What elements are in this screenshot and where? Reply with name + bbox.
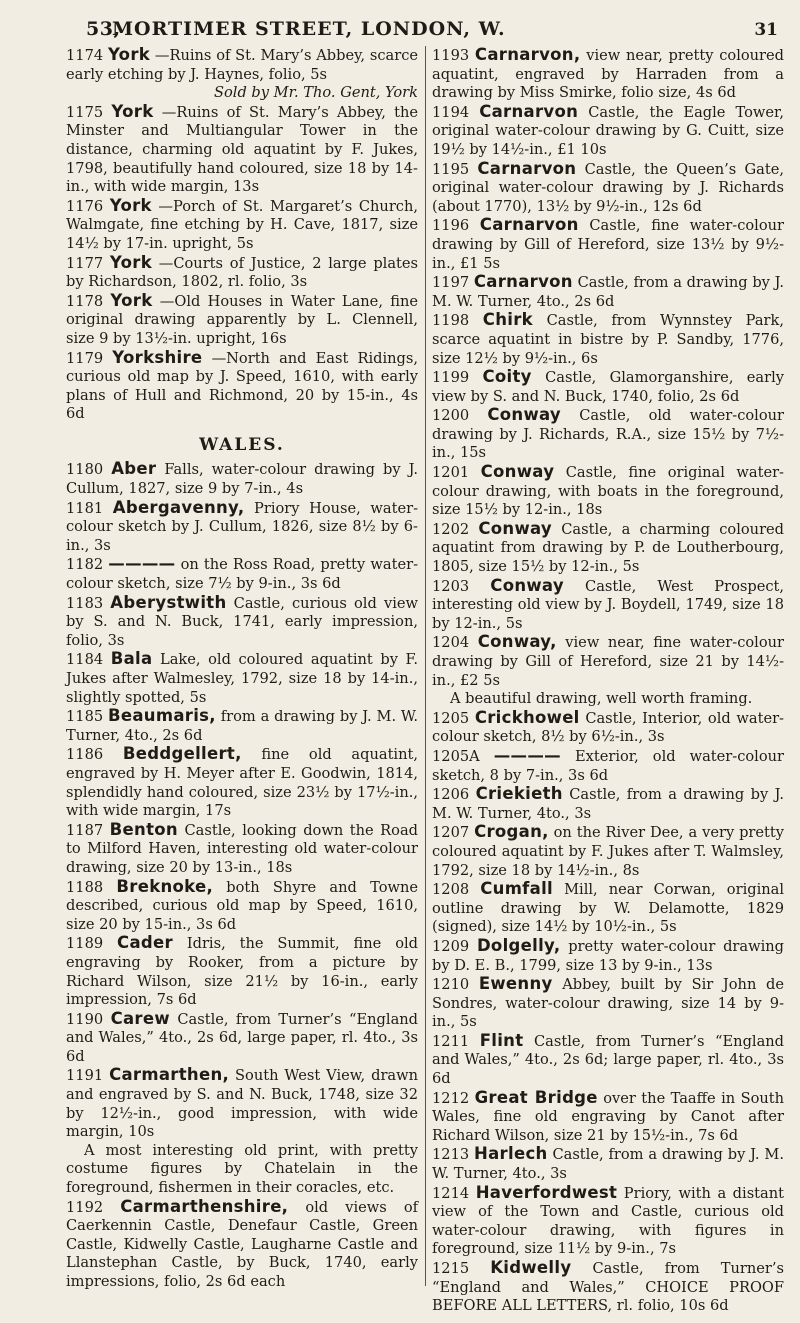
lot-number: 1214 xyxy=(432,1184,470,1202)
lot-description: on the Ross Road, pretty water-colour sketch, size 7½ by 9-in., 3s 6d xyxy=(66,556,418,593)
place-name: Conway xyxy=(487,405,561,425)
catalogue-entry xyxy=(66,594,418,651)
lot-description: Castle, Interior, old water-colour sketch, 8½ by 6½-in., 3s xyxy=(432,709,784,746)
lot-description: Exterior, old water-colour sketch, 8 by 7-in., 3s 6d xyxy=(432,747,785,784)
lot-number: 1193 xyxy=(432,47,470,64)
lot-description: Castle, from Turner’s “England and Wales,” 4to., 2s 6d; large paper, rl. 4to., 3s 6d xyxy=(432,1032,785,1088)
catalogue-entry xyxy=(432,216,784,273)
lot-note: A most interesting old print, with pretty costume figures by Chatelain in the foreground, fishermen in their coracles, etc. xyxy=(66,1141,418,1197)
lot-description: pretty water-colour drawing by D. E. B., 1799, size 13 by 9-in., 13s xyxy=(432,937,785,974)
catalogue-entry xyxy=(432,880,784,937)
lot-number: 1185 xyxy=(66,708,104,726)
lot-description: —Ruins of St. Mary’s Abbey, scarce early etching by J. Haynes, folio, 5s xyxy=(66,47,419,83)
lot-number: 1202 xyxy=(432,520,470,538)
place-name: ———— xyxy=(493,745,561,765)
lot-number: 1188 xyxy=(66,878,104,896)
catalogue-entry xyxy=(432,1089,784,1146)
place-name: Beaumaris, xyxy=(108,706,216,726)
lot-description: —Old Houses in Water Lane, fine original drawing apparently by L. Clennell, size 9 by 13½-in. upright, 16s xyxy=(66,292,418,347)
lot-number: 1191 xyxy=(66,1067,104,1085)
lot-description: South West View, drawn and engraved by S. and N. Buck, 1748, size 32 by 12½-in., good impression, with wide margin, 10s xyxy=(66,1067,419,1141)
lot-description: Castle, the Queen’s Gate, original water-colour drawing by J. Richards (about 1770), 13½ by 9½-in., 12s 6d xyxy=(432,160,785,215)
page-number-right: 31 xyxy=(754,20,778,40)
lot-description: Castle, looking down the Road to Milford Haven, interesting old water-colour drawing, size 20 by 13-in., 18s xyxy=(66,821,418,876)
catalogue-entry xyxy=(432,406,784,463)
lot-number: 1196 xyxy=(432,217,470,235)
catalogue-entry xyxy=(432,1259,784,1316)
catalogue-entry xyxy=(432,975,784,1032)
lot-number: 1198 xyxy=(432,312,470,330)
catalogue-entry xyxy=(432,103,784,160)
place-name: Criekieth xyxy=(475,784,563,804)
place-name: Harlech xyxy=(474,1144,548,1164)
lot-number: 1192 xyxy=(66,1198,104,1216)
place-name: Conway, xyxy=(477,632,557,652)
catalogue-entry xyxy=(432,1145,784,1183)
catalogue-entry xyxy=(432,1032,784,1089)
place-name: Crogan, xyxy=(474,822,549,842)
place-name: Conway xyxy=(480,462,555,482)
catalogue-entry xyxy=(432,160,784,217)
place-name: York xyxy=(109,195,152,215)
lot-description: view near, pretty coloured aquatint, engraved by Harraden from a drawing by Miss Smirke, folio size, 4s 6d xyxy=(432,47,785,102)
page-number-left: 53, xyxy=(86,18,121,40)
lot-description: Castle, from Wynnstey Park, scarce aquatint in bistre by P. Sandby, 1776, size 12½ by 9½-in., 6s xyxy=(432,312,784,367)
lot-description: Castle, Glamorganshire, early view by S. and N. Buck, 1740, folio, 2s 6d xyxy=(432,369,785,405)
entries-york xyxy=(66,46,418,424)
place-name: Crickhowel xyxy=(474,707,580,727)
catalogue-entry xyxy=(66,1066,418,1141)
catalogue-entry xyxy=(432,633,784,690)
place-name: Haverfordwest xyxy=(475,1182,618,1202)
catalogue-entry xyxy=(66,707,418,745)
lot-number: 1213 xyxy=(432,1146,470,1164)
catalogue-entry xyxy=(66,349,418,424)
place-name: ———— xyxy=(108,554,176,574)
place-name: Abergavenny, xyxy=(112,497,245,517)
place-name: Conway xyxy=(490,575,564,595)
catalogue-entry xyxy=(66,821,418,878)
lot-description: Abbey, built by Sir John de Sondres, water-colour drawing, size 14 by 9-in., 5s xyxy=(432,976,784,1031)
catalogue-entry xyxy=(432,823,784,880)
lot-number: 1179 xyxy=(66,349,104,367)
lot-number: 1175 xyxy=(66,103,104,121)
lot-number: 1187 xyxy=(66,821,104,839)
place-name: Dolgelly, xyxy=(476,935,561,955)
catalogue-entry xyxy=(66,1010,418,1067)
lot-description: Castle, from a drawing by J. M. W. Turner, 4to., 2s 6d xyxy=(432,274,785,310)
entries-wales xyxy=(66,460,418,1291)
catalogue-entry xyxy=(432,937,784,975)
lot-description: Lake, old coloured aquatint by F. Jukes after Walmesley, 1792, size 18 by 14-in., slightly spotted, 5s xyxy=(66,651,419,706)
lot-number: 1212 xyxy=(432,1089,470,1107)
lot-number: 1200 xyxy=(432,407,470,425)
lot-number: 1205A xyxy=(432,747,480,765)
place-name: York xyxy=(111,101,154,121)
place-name: York xyxy=(107,45,151,64)
left-column xyxy=(66,46,418,1292)
place-name: Cumfall xyxy=(480,879,554,899)
catalogue-entry xyxy=(432,577,784,634)
catalogue-entry xyxy=(66,934,418,1009)
lot-description: old views of Caerkennin Castle, Denefaur Castle, Green Castle, Kidwelly Castle, Laugharne Castle and Llanstephan Castle, by Buck, 1740, early impressions, folio, 2s 6d each xyxy=(66,1198,419,1290)
catalogue-entry xyxy=(66,1198,418,1292)
lot-number: 1176 xyxy=(66,197,104,215)
lot-note: Sold by Mr. Tho. Gent, York xyxy=(214,84,418,102)
lot-number: 1194 xyxy=(432,103,470,121)
place-name: Chirk xyxy=(482,310,533,330)
lot-description: from a drawing by J. M. W. Turner, 4to., 2s 6d xyxy=(66,708,419,744)
lot-number: 1204 xyxy=(432,634,470,652)
place-name: Breknoke, xyxy=(116,876,214,896)
catalogue-entry xyxy=(432,709,784,747)
section-heading-wales: WALES. xyxy=(199,434,285,455)
place-name: Flint xyxy=(479,1030,524,1050)
catalogue-entry xyxy=(66,745,418,820)
lot-number: 1177 xyxy=(66,254,104,272)
lot-number: 1205 xyxy=(432,709,470,727)
catalogue-entry xyxy=(432,1184,784,1259)
lot-description: Idris, the Summit, fine old engraving by Rooker, from a picture by Richard Wilson, size 21½ by 16-in., early impression, 7s 6d xyxy=(66,935,419,1009)
lot-number: 1206 xyxy=(432,786,470,804)
place-name: Kidwelly xyxy=(490,1258,572,1277)
place-name: Bala xyxy=(110,649,153,669)
lot-description: Falls, water-colour drawing by J. Cullum, 1827, size 9 by 7-in., 4s xyxy=(66,461,419,498)
place-name: York xyxy=(109,252,152,272)
right-column xyxy=(432,46,784,1316)
lot-description: Castle, from a drawing by J. M. W. Turner, 4to., 3s xyxy=(432,1146,784,1183)
lot-description: —Porch of St. Margaret’s Church, Walmgate, fine etching by H. Cave, 1817, size 14½ by 17-in. upright, 5s xyxy=(66,197,419,252)
catalogue-entry xyxy=(66,499,418,556)
catalogue-entry xyxy=(432,747,784,785)
place-name: Carnarvon, xyxy=(474,45,581,64)
lot-number: 1210 xyxy=(432,976,470,994)
lot-description: —Ruins of St. Mary’s Abbey, the Minster and Multiangular Tower in the distance, charming old aquatint by F. Jukes, 1798, beautifully hand coloured, size 18 by 14-in., with wide margin, 13s xyxy=(66,103,418,196)
lot-description: Castle, from Turner’s “England and Wales,” 4to., 2s 6d, large paper, rl. 4to., 3s 6d xyxy=(66,1010,419,1065)
lot-number: 1189 xyxy=(66,935,104,953)
catalogue-entry xyxy=(432,311,784,368)
lot-description: over the Taaffe in South Wales, fine old engraving by Canot after Richard Wilson, size 21 by 15½-in., 7s 6d xyxy=(432,1089,785,1144)
lot-note: A beautiful drawing, well worth framing. xyxy=(450,690,753,708)
lot-description: Castle, from a drawing by J. M. W. Turner, 4to., 3s xyxy=(432,786,785,822)
catalogue-entry xyxy=(66,460,418,498)
place-name: Benton xyxy=(109,819,178,839)
lot-number: 1208 xyxy=(432,881,470,899)
place-name: Yorkshire xyxy=(112,347,203,367)
lot-number: 1215 xyxy=(432,1260,470,1277)
lot-description: Priory House, water-colour sketch by J. Cullum, 1826, size 8½ by 6-in., 3s xyxy=(66,499,419,554)
lot-description: Castle, West Prospect, interesting old view by J. Boydell, 1749, size 18 by 12-in., 5s xyxy=(432,577,785,632)
lot-description: —Courts of Justice, 2 large plates by Richardson, 1802, rl. folio, 3s xyxy=(66,254,419,291)
lot-description: Mill, near Corwan, original outline drawing by W. Delamotte, 1829 (signed), size 14½ by 10½-in., 5s xyxy=(432,881,785,936)
entries-wales-continued xyxy=(432,46,784,1316)
place-name: Carnarvon xyxy=(473,272,573,292)
catalogue-entry xyxy=(432,368,784,406)
page-title: MORTIMER STREET, LONDON, W. xyxy=(112,18,506,40)
place-name: Beddgellert, xyxy=(122,744,242,764)
lot-description: fine old aquatint, engraved by H. Meyer after E. Goodwin, 1814, splendidly hand coloured, size 23½ by 17½-in., with wide margin, 17s xyxy=(66,746,419,820)
lot-number: 1207 xyxy=(432,824,470,842)
place-name: Conway xyxy=(478,518,552,538)
place-name: Carnarvon xyxy=(479,215,579,235)
place-name: Carnarvon xyxy=(479,101,579,121)
place-name: Great Bridge xyxy=(474,1087,598,1107)
lot-number: 1186 xyxy=(66,746,104,764)
lot-description: Castle, curious old view by S. and N. Buck, 1741, early impression, folio, 3s xyxy=(66,594,419,649)
lot-number: 1197 xyxy=(432,274,470,292)
catalogue-entry xyxy=(66,292,418,349)
lot-description: Castle, fine water-colour drawing by Gill of Hereford, size 13½ by 9½-in., £1 5s xyxy=(432,217,785,272)
place-name: Aberystwith xyxy=(110,592,227,612)
place-name: Carmarthen, xyxy=(109,1065,230,1085)
lot-number: 1178 xyxy=(66,292,104,310)
lot-number: 1201 xyxy=(432,464,470,482)
catalogue-entry xyxy=(432,520,784,577)
catalogue-entry xyxy=(66,46,418,84)
catalogue-entry xyxy=(432,273,784,311)
lot-number: 1184 xyxy=(66,651,104,669)
lot-number: 1203 xyxy=(432,577,470,595)
catalogue-entry xyxy=(66,650,418,707)
catalogue-entry xyxy=(432,46,784,103)
place-name: Carnarvon xyxy=(477,158,577,178)
lot-number: 1183 xyxy=(66,594,104,612)
place-name: Aber xyxy=(111,459,157,479)
catalogue-entry xyxy=(66,254,418,292)
lot-number: 1199 xyxy=(432,369,470,387)
lot-number: 1190 xyxy=(66,1010,104,1028)
lot-number: 1195 xyxy=(432,160,470,178)
catalogue-entry xyxy=(66,555,418,593)
lot-description: Castle, fine original water-colour drawing, with boats in the foreground, size 15½ by 12-in., 18s xyxy=(432,464,784,519)
lot-description: Castle, a charming coloured aquatint from drawing by P. de Loutherbourg, 1805, size 15½ by 12-in., 5s xyxy=(432,520,785,576)
catalogue-entry xyxy=(432,785,784,823)
catalogue-entry xyxy=(432,463,784,520)
lot-description: both Shyre and Towne described, curious old map by Speed, 1610, size 20 by 15-in., 3s 6d xyxy=(66,878,419,933)
page-header xyxy=(0,14,800,44)
lot-number: 1211 xyxy=(432,1032,470,1050)
lot-description: view near, fine water-colour drawing by Gill of Hereford, size 21 by 14½-in., £2 5s xyxy=(432,634,785,689)
place-name: Cader xyxy=(117,933,173,953)
catalogue-entry xyxy=(66,103,418,197)
lot-description: Priory, with a distant view of the Town and Castle, curious old water-colour drawing, with figures in foreground, size 11½ by 9-in., 7s xyxy=(432,1184,785,1258)
place-name: Ewenny xyxy=(478,974,553,994)
lot-description: on the River Dee, a very pretty coloured aquatint by F. Jukes after T. Walmsley, 1792, size 18 by 14½-in., 8s xyxy=(432,824,785,879)
place-name: Coity xyxy=(482,367,532,387)
lot-description: Castle, the Eagle Tower, original water-colour drawing by G. Cuitt, size 19½ by 14½-in., £1 10s xyxy=(432,103,785,158)
place-name: York xyxy=(110,290,153,310)
lot-number: 1181 xyxy=(66,499,104,517)
catalogue-entry xyxy=(66,197,418,254)
place-name: Carew xyxy=(110,1008,170,1028)
lot-description: Castle, from Turner’s “England and Wales,” CHOICE PROOF BEFORE ALL LETTERS, rl. folio, 10s 6d xyxy=(432,1260,785,1315)
catalogue-entry xyxy=(66,878,418,935)
lot-description: —North and East Ridings, curious old map by J. Speed, 1610, with early plans of Hull and Richmond, 20 by 15-in., 4s 6d xyxy=(66,349,419,423)
lot-number: 1174 xyxy=(66,47,104,64)
lot-number: 1182 xyxy=(66,556,104,574)
place-name: Carmarthenshire, xyxy=(120,1196,289,1216)
lot-number: 1209 xyxy=(432,937,470,955)
lot-description: Castle, old water-colour drawing by J. Richards, R.A., size 15½ by 7½-in., 15s xyxy=(432,407,784,462)
lot-number: 1180 xyxy=(66,461,104,479)
